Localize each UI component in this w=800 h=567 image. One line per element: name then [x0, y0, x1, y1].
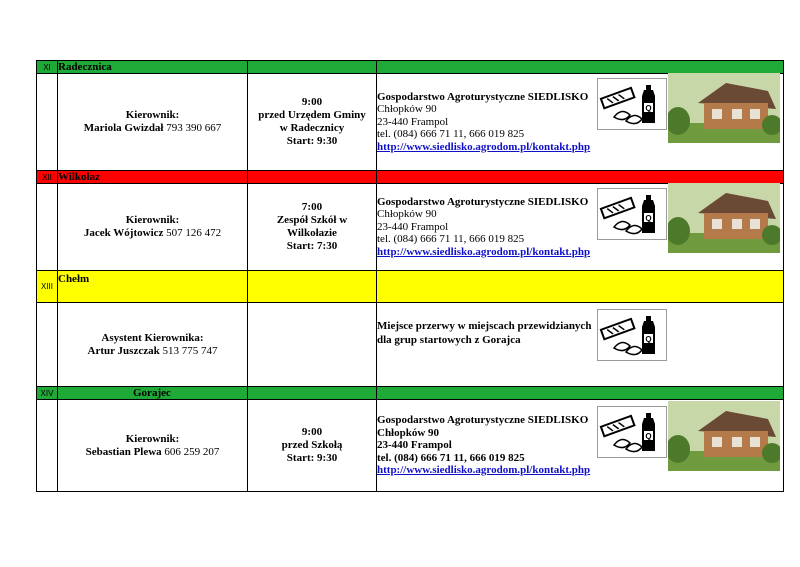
- venue-city: 23-440 Frampol: [377, 439, 452, 452]
- meeting-time: 9:00: [301, 96, 323, 108]
- start-time: Start: 9:30: [286, 135, 338, 147]
- venue-street: Chłopków 90: [377, 103, 437, 116]
- svg-text:Q: Q: [645, 214, 652, 223]
- rest-stop-cell: [377, 184, 784, 271]
- meeting-place-line: w Radecznicy: [279, 122, 345, 134]
- venue-title: Gospodarstwo Agroturystyczne SIEDLISKO: [377, 414, 589, 427]
- note-line: dla grup startowych z Gorajca: [377, 334, 521, 346]
- venue-phone: tel. (084) 666 71 11, 666 019 825: [377, 233, 525, 246]
- meeting-place-line: Wilkołazie: [287, 227, 337, 239]
- section-row-radecznica: [37, 74, 784, 171]
- svg-text:Q: Q: [645, 104, 652, 113]
- venue-link[interactable]: http://www.siedlisko.agrodom.pl/kontakt.php: [377, 245, 591, 258]
- role-label: Asystent Kierownika:: [101, 331, 204, 344]
- leader-cell: [58, 303, 248, 387]
- rest-stop-cell: [377, 400, 784, 492]
- venue-street: Chłopków 90: [377, 426, 440, 439]
- person-name: Artur Juszczak: [87, 344, 160, 357]
- leader-cell: [58, 400, 248, 492]
- refreshment-icon: [597, 406, 667, 458]
- rest-stop-cell: [377, 74, 784, 171]
- person-name: Mariola Gwizdał: [83, 122, 164, 134]
- venue-title: Gospodarstwo Agroturystyczne SIEDLISKO: [377, 195, 589, 208]
- farmhouse-photo: [668, 183, 780, 253]
- meeting-place-line: przed Szkołą: [281, 439, 343, 451]
- farmhouse-photo: [668, 73, 780, 143]
- meeting-cell: [248, 400, 377, 492]
- phone-number: 793 390 667: [166, 122, 222, 134]
- section-number: XIV: [37, 387, 58, 400]
- meeting-time: 9:00: [301, 426, 323, 438]
- farmhouse-photo: [668, 401, 780, 471]
- leader-cell: [58, 184, 248, 271]
- phone-number: 606 259 207: [164, 445, 220, 458]
- section-row-wilkolaz: [37, 184, 784, 271]
- leader-cell: [58, 74, 248, 171]
- role-label: Kierownik:: [125, 214, 180, 226]
- role-label: Kierownik:: [125, 432, 180, 445]
- meeting-place-line: Zespół Szkół w: [276, 214, 348, 226]
- person-name: Jacek Wójtowicz: [83, 227, 164, 239]
- venue-phone: tel. (084) 666 71 11, 666 019 825: [377, 128, 525, 141]
- section-header-radecznica: [37, 61, 784, 74]
- meeting-place-line: przed Urzędem Gminy: [258, 109, 366, 121]
- section-number: XIII: [37, 271, 58, 303]
- role-label: Kierownik:: [125, 109, 180, 121]
- rest-stop-cell: [377, 303, 784, 387]
- venue-street: Chłopków 90: [377, 208, 437, 221]
- refreshment-icon: [597, 78, 667, 130]
- start-time: Start: 9:30: [286, 452, 338, 464]
- refreshment-icon: [597, 309, 667, 361]
- venue-city: 23-440 Frampol: [377, 115, 449, 128]
- section-header-wilkolaz: [37, 171, 784, 184]
- note-line: Miejsce przerwy w miejscach przewidzianych: [377, 320, 592, 332]
- section-name: Gorajec: [58, 387, 248, 400]
- svg-text:Q: Q: [645, 335, 652, 344]
- section-number: XI: [37, 61, 58, 74]
- section-name: Wilkołaz: [58, 171, 248, 184]
- section-header-chelm: [37, 271, 784, 303]
- phone-number: 513 775 747: [162, 344, 218, 357]
- section-name: Radecznica: [58, 61, 248, 74]
- meeting-cell: [248, 74, 377, 171]
- venue-phone: tel. (084) 666 71 11, 666 019 825: [377, 451, 525, 464]
- svg-text:Q: Q: [645, 432, 652, 441]
- venue-title: Gospodarstwo Agroturystyczne SIEDLISKO: [377, 90, 589, 103]
- venue-city: 23-440 Frampol: [377, 220, 449, 233]
- section-number: XII: [37, 171, 58, 184]
- phone-number: 507 126 472: [166, 227, 222, 239]
- section-row-gorajec: [37, 400, 784, 492]
- section-header-gorajec: [37, 387, 784, 400]
- person-name: Sebastian Plewa: [85, 445, 162, 458]
- start-time: Start: 7:30: [286, 240, 338, 252]
- refreshment-icon: [597, 188, 667, 240]
- venue-link[interactable]: http://www.siedlisko.agrodom.pl/kontakt.php: [377, 140, 591, 153]
- meeting-time: 7:00: [301, 201, 323, 213]
- route-table: [36, 60, 784, 492]
- venue-link[interactable]: http://www.siedlisko.agrodom.pl/kontakt.php: [377, 464, 591, 477]
- meeting-cell: [248, 184, 377, 271]
- section-name: Chełm: [58, 271, 248, 303]
- section-row-chelm: [37, 303, 784, 387]
